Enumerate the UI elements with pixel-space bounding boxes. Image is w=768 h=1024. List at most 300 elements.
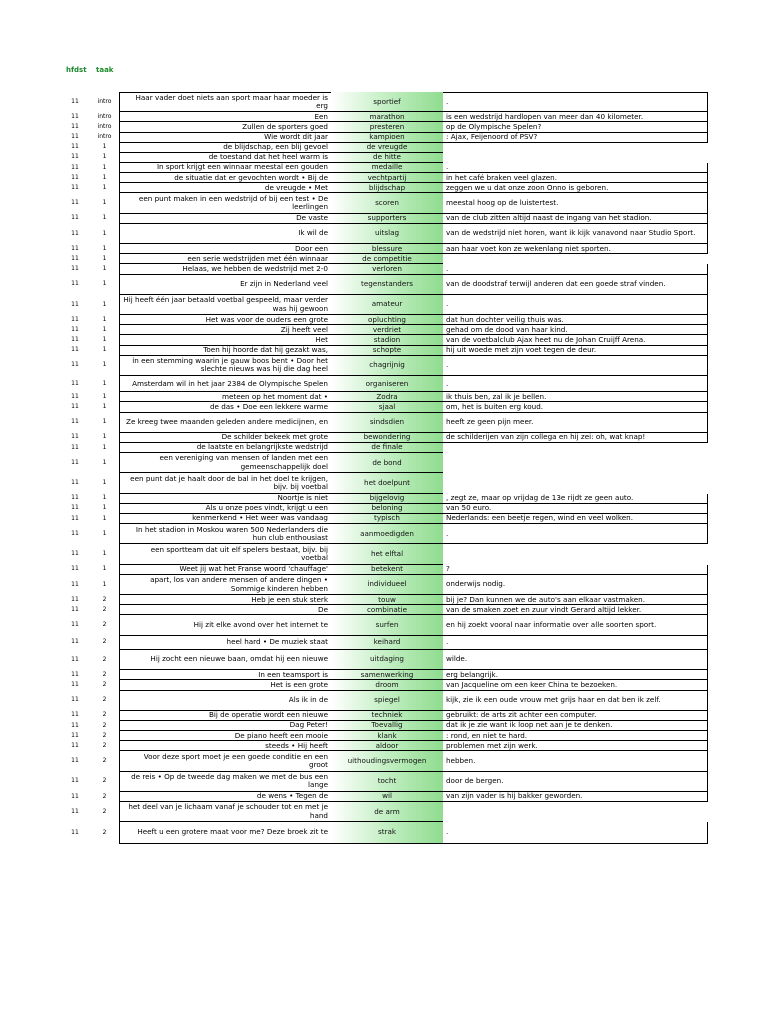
- sentence-left-cell: Een: [119, 112, 331, 122]
- task-cell: 1: [102, 458, 107, 466]
- task-cell: 1: [102, 300, 107, 308]
- sentence-left-cell: In het stadion in Moskou waren 500 Nederlanders die hun club enthousiast: [119, 524, 331, 544]
- table-row: [60, 595, 708, 605]
- sentence-left-cell: meteen op het moment dat •: [119, 392, 331, 402]
- sentence-right-cell: .: [443, 356, 708, 376]
- task-cell: 1: [102, 379, 107, 387]
- sentence-left-cell: Amsterdam wil in het jaar 2384 de Olympische Spelen: [119, 376, 331, 392]
- chapter-cell: 11: [71, 244, 79, 252]
- table-row: [60, 741, 708, 751]
- task-cell: 1: [102, 280, 107, 288]
- table-row: [60, 670, 708, 680]
- table-row: [60, 575, 708, 595]
- chapter-cell: 11: [71, 214, 79, 222]
- sentence-left-cell: Er zijn in Nederland veel: [119, 275, 331, 295]
- answer-word-cell: aldoor: [331, 741, 443, 751]
- chapter-cell: 11: [71, 605, 79, 613]
- table-row: [60, 433, 708, 443]
- table-row: [60, 163, 708, 173]
- sentence-right-cell: .: [443, 524, 708, 544]
- answer-word-cell: organiseren: [331, 376, 443, 392]
- sentence-left-cell: Ze kreeg twee maanden geleden andere medicijnen, en: [119, 413, 331, 433]
- table-row: [60, 524, 708, 544]
- chapter-cell: 11: [71, 112, 79, 120]
- sentence-right-cell: : Ajax, Feijenoord of PSV?: [443, 133, 708, 143]
- sentence-left-cell: steeds • Hij heeft: [119, 741, 331, 751]
- table-row: [60, 224, 708, 244]
- table-row: [60, 183, 708, 193]
- chapter-cell: 11: [71, 254, 79, 262]
- task-cell: 2: [102, 681, 107, 689]
- task-cell: 2: [102, 655, 107, 663]
- table-row: [60, 173, 708, 183]
- table-row: [60, 711, 708, 721]
- sentence-right-cell: [443, 254, 708, 264]
- task-cell: 1: [102, 143, 107, 151]
- task-cell: 1: [102, 580, 107, 588]
- answer-word-cell: de competitie: [331, 254, 443, 264]
- task-cell: 1: [102, 403, 107, 411]
- sentence-left-cell: Wie wordt dit jaar: [119, 133, 331, 143]
- chapter-cell: 11: [71, 638, 79, 646]
- chapter-cell: 11: [71, 346, 79, 354]
- sentence-left-cell: Weet jij wat het Franse woord 'chauffage': [119, 565, 331, 575]
- sentence-left-cell: In sport krijgt een winnaar meestal een gouden: [119, 163, 331, 173]
- header-hfdst: hfdst: [66, 66, 87, 74]
- chapter-cell: 11: [71, 655, 79, 663]
- chapter-cell: 11: [71, 721, 79, 729]
- chapter-cell: 11: [71, 392, 79, 400]
- table-row: [60, 751, 708, 771]
- task-cell: 2: [102, 731, 107, 739]
- task-cell: 1: [102, 265, 107, 273]
- table-row: [60, 615, 708, 635]
- task-cell: 1: [102, 325, 107, 333]
- task-cell: 2: [102, 777, 107, 785]
- answer-word-cell: bewondering: [331, 433, 443, 443]
- table-row: [60, 264, 708, 274]
- sentence-right-cell: [443, 802, 708, 822]
- chapter-cell: 11: [71, 143, 79, 151]
- chapter-cell: 11: [71, 265, 79, 273]
- sentence-right-cell: ?: [443, 565, 708, 575]
- task-cell: 2: [102, 638, 107, 646]
- sentence-left-cell: in een stemming waarin je gauw boos bent • Door het slechte nieuws was hij die dag heel: [119, 356, 331, 376]
- task-cell: 1: [102, 346, 107, 354]
- vocabulary-table: [60, 92, 708, 844]
- answer-word-cell: Toevallig: [331, 721, 443, 731]
- sentence-left-cell: de laatste en belangrijkste wedstrijd: [119, 443, 331, 453]
- table-row: [60, 295, 708, 315]
- answer-word-cell: Zodra: [331, 392, 443, 402]
- sentence-right-cell: [443, 153, 708, 163]
- table-row: [60, 346, 708, 356]
- table-row: [60, 244, 708, 254]
- sentence-left-cell: de situatie dat er gevochten wordt • Bij de: [119, 173, 331, 183]
- sentence-right-cell: op de Olympische Spelen?: [443, 122, 708, 132]
- sentence-right-cell: .: [443, 822, 708, 843]
- task-cell: 1: [102, 199, 107, 207]
- task-cell: 2: [102, 696, 107, 704]
- table-row: [60, 325, 708, 335]
- task-cell: 2: [102, 792, 107, 800]
- sentence-left-cell: Als ik in de: [119, 691, 331, 711]
- answer-word-cell: blijdschap: [331, 183, 443, 193]
- table-row: [60, 92, 708, 112]
- sentence-right-cell: dat ik je zie want ik loop net aan je te denken.: [443, 721, 708, 731]
- sentence-right-cell: erg belangrijk.: [443, 670, 708, 680]
- sentence-right-cell: van de club zitten altijd naast de ingang van het stadion.: [443, 214, 708, 224]
- answer-word-cell: de hitte: [331, 153, 443, 163]
- sentence-left-cell: Hij zit elke avond over het internet te: [119, 615, 331, 635]
- answer-word-cell: sjaal: [331, 402, 443, 412]
- sentence-right-cell: heeft ze geen pijn meer.: [443, 413, 708, 433]
- table-row: [60, 133, 708, 143]
- table-row: [60, 822, 708, 843]
- answer-word-cell: combinatie: [331, 605, 443, 615]
- chapter-cell: 11: [71, 229, 79, 237]
- sentence-right-cell: zeggen we u dat onze zoon Onno is geboren.: [443, 183, 708, 193]
- sentence-left-cell: een punt maken in een wedstrijd of bij een test • De leerlingen: [119, 193, 331, 213]
- task-cell: intro: [97, 133, 112, 141]
- sentence-right-cell: aan haar voet kon ze wekenlang niet sporten.: [443, 244, 708, 254]
- chapter-cell: 11: [71, 621, 79, 629]
- answer-word-cell: opluchting: [331, 315, 443, 325]
- table-row: [60, 605, 708, 615]
- answer-word-cell: uitslag: [331, 224, 443, 244]
- sentence-left-cell: de vreugde • Met: [119, 183, 331, 193]
- answer-word-cell: klank: [331, 731, 443, 741]
- sentence-right-cell: gebruikt: de arts zit achter een computer.: [443, 711, 708, 721]
- sentence-left-cell: een punt dat je haalt door de bal in het doel te krijgen, bijv. bij voetbal: [119, 473, 331, 493]
- answer-word-cell: strak: [331, 822, 443, 843]
- sentence-right-cell: dat hun dochter veilig thuis was.: [443, 315, 708, 325]
- sentence-right-cell: van de wedstrijd niet horen, want ik kijk vanavond naar Studio Sport.: [443, 224, 708, 244]
- chapter-cell: 11: [71, 403, 79, 411]
- table-row: [60, 443, 708, 453]
- sentence-right-cell: van de doodstraf terwijl anderen dat een goede straf vinden.: [443, 275, 708, 295]
- chapter-cell: 11: [71, 696, 79, 704]
- task-cell: 1: [102, 173, 107, 181]
- sentence-right-cell: .: [443, 376, 708, 392]
- task-cell: 2: [102, 741, 107, 749]
- sentence-right-cell: en hij zoekt vooral naar informatie over alle soorten sport.: [443, 615, 708, 635]
- answer-word-cell: blessure: [331, 244, 443, 254]
- sentence-left-cell: de blijdschap, een blij gevoel: [119, 143, 331, 153]
- sentence-left-cell: Het was voor de ouders een grote: [119, 315, 331, 325]
- answer-word-cell: bijgelovig: [331, 494, 443, 504]
- answer-word-cell: betekent: [331, 565, 443, 575]
- table-row: [60, 494, 708, 504]
- sentence-right-cell: [443, 544, 708, 564]
- answer-word-cell: vechtpartij: [331, 173, 443, 183]
- table-row: [60, 680, 708, 690]
- chapter-cell: 11: [71, 828, 79, 836]
- table-row: [60, 731, 708, 741]
- sentence-right-cell: .: [443, 264, 708, 274]
- sentence-right-cell: van zijn vader is hij bakker geworden.: [443, 792, 708, 802]
- table-row: [60, 565, 708, 575]
- task-cell: intro: [97, 97, 112, 105]
- answer-word-cell: de bond: [331, 453, 443, 473]
- table-row: [60, 335, 708, 345]
- table-row: [60, 453, 708, 473]
- chapter-cell: 11: [71, 361, 79, 369]
- chapter-cell: 11: [71, 183, 79, 191]
- table-row: [60, 275, 708, 295]
- sentence-left-cell: De piano heeft een mooie: [119, 731, 331, 741]
- sentence-left-cell: Door een: [119, 244, 331, 254]
- task-cell: 1: [102, 392, 107, 400]
- task-cell: 1: [102, 361, 107, 369]
- task-cell: 2: [102, 807, 107, 815]
- chapter-cell: 11: [71, 504, 79, 512]
- task-cell: 2: [102, 595, 107, 603]
- chapter-cell: 11: [71, 670, 79, 678]
- chapter-cell: 11: [71, 458, 79, 466]
- table-row: [60, 413, 708, 433]
- sentence-right-cell: bij je? Dan kunnen we de auto's aan elkaar vastmaken.: [443, 595, 708, 605]
- answer-word-cell: sportief: [331, 92, 443, 112]
- table-row: [60, 802, 708, 822]
- sentence-left-cell: Zullen de sporters goed: [119, 122, 331, 132]
- sentence-right-cell: [443, 453, 708, 473]
- sentence-left-cell: Helaas, we hebben de wedstrijd met 2-0: [119, 264, 331, 274]
- chapter-cell: 11: [71, 336, 79, 344]
- chapter-cell: 11: [71, 807, 79, 815]
- task-cell: 1: [102, 550, 107, 558]
- chapter-cell: 11: [71, 123, 79, 131]
- sentence-right-cell: van de voetbalclub Ajax heet nu de Johan Cruijff Arena.: [443, 335, 708, 345]
- answer-word-cell: supporters: [331, 214, 443, 224]
- sentence-left-cell: Voor deze sport moet je een goede conditie en een groot: [119, 751, 331, 771]
- table-row: [60, 315, 708, 325]
- chapter-cell: 11: [71, 379, 79, 387]
- sentence-left-cell: De schilder bekeek met grote: [119, 433, 331, 443]
- task-cell: 2: [102, 605, 107, 613]
- table-row: [60, 650, 708, 670]
- answer-word-cell: uitdaging: [331, 650, 443, 670]
- table-row: [60, 356, 708, 376]
- chapter-cell: 11: [71, 199, 79, 207]
- answer-word-cell: sindsdien: [331, 413, 443, 433]
- task-cell: 1: [102, 244, 107, 252]
- chapter-cell: 11: [71, 711, 79, 719]
- sentence-left-cell: Toen hij hoorde dat hij gezakt was,: [119, 346, 331, 356]
- chapter-cell: 11: [71, 529, 79, 537]
- table-row: [60, 112, 708, 122]
- table-row: [60, 193, 708, 213]
- chapter-cell: 11: [71, 300, 79, 308]
- answer-word-cell: het elftal: [331, 544, 443, 564]
- answer-word-cell: de arm: [331, 802, 443, 822]
- answer-word-cell: stadion: [331, 335, 443, 345]
- sentence-left-cell: de reis • Op de tweede dag maken we met de bus een lange: [119, 772, 331, 792]
- answer-word-cell: tocht: [331, 772, 443, 792]
- answer-word-cell: touw: [331, 595, 443, 605]
- table-row: [60, 122, 708, 132]
- sentence-right-cell: .: [443, 163, 708, 173]
- answer-word-cell: schopte: [331, 346, 443, 356]
- chapter-cell: 11: [71, 580, 79, 588]
- answer-word-cell: het doelpunt: [331, 473, 443, 493]
- table-row: [60, 792, 708, 802]
- chapter-cell: 11: [71, 163, 79, 171]
- sentence-left-cell: Noortje is niet: [119, 494, 331, 504]
- task-cell: 2: [102, 711, 107, 719]
- chapter-cell: 11: [71, 595, 79, 603]
- sentence-right-cell: , zegt ze, maar op vrijdag de 13e rijdt ze geen auto.: [443, 494, 708, 504]
- chapter-cell: 11: [71, 550, 79, 558]
- sentence-left-cell: Ik wil de: [119, 224, 331, 244]
- answer-word-cell: uithoudingsvermogen: [331, 751, 443, 771]
- task-cell: 1: [102, 254, 107, 262]
- task-cell: 1: [102, 336, 107, 344]
- sentence-right-cell: van 50 euro.: [443, 504, 708, 514]
- sentence-left-cell: een vereniging van mensen of landen met een gemeenschappelijk doel: [119, 453, 331, 473]
- answer-word-cell: tegenstanders: [331, 275, 443, 295]
- sentence-right-cell: [443, 143, 708, 153]
- answer-word-cell: aanmoedigden: [331, 524, 443, 544]
- answer-word-cell: amateur: [331, 295, 443, 315]
- chapter-cell: 11: [71, 777, 79, 785]
- sentence-right-cell: Nederlands: een beetje regen, wind en veel wolken.: [443, 514, 708, 524]
- sentence-right-cell: : rond, en niet te hard.: [443, 731, 708, 741]
- sentence-right-cell: in het café braken veel glazen.: [443, 173, 708, 183]
- sentence-left-cell: Dag Peter!: [119, 721, 331, 731]
- sentence-left-cell: Heeft u een grotere maat voor me? Deze broek zit te: [119, 822, 331, 843]
- sentence-right-cell: [443, 473, 708, 493]
- answer-word-cell: keihard: [331, 636, 443, 650]
- sentence-left-cell: een serie wedstrijden met één winnaar: [119, 254, 331, 264]
- sentence-right-cell: hij uit woede met zijn voet tegen de deur.: [443, 346, 708, 356]
- table-row: [60, 392, 708, 402]
- table-row: [60, 636, 708, 650]
- chapter-cell: 11: [71, 418, 79, 426]
- sentence-left-cell: apart, los van andere mensen of andere dingen • Sommige kinderen hebben: [119, 575, 331, 595]
- sentence-left-cell: Als u onze poes vindt, krijgt u een: [119, 504, 331, 514]
- answer-word-cell: medaille: [331, 163, 443, 173]
- sentence-left-cell: Hij zocht een nieuwe baan, omdat hij een nieuwe: [119, 650, 331, 670]
- sentence-left-cell: de toestand dat het heel warm is: [119, 153, 331, 163]
- task-cell: 1: [102, 529, 107, 537]
- sentence-right-cell: van Jacqueline om een keer China te bezoeken.: [443, 680, 708, 690]
- chapter-cell: 11: [71, 514, 79, 522]
- answer-word-cell: de vreugde: [331, 143, 443, 153]
- table-row: [60, 214, 708, 224]
- table-row: [60, 473, 708, 493]
- sentence-left-cell: Zij heeft veel: [119, 325, 331, 335]
- sentence-right-cell: meestal hoog op de luistertest.: [443, 193, 708, 213]
- chapter-cell: 11: [71, 315, 79, 323]
- task-cell: 1: [102, 443, 107, 451]
- sentence-right-cell: van de smaken zoet en zuur vindt Gerard altijd lekker.: [443, 605, 708, 615]
- task-cell: 1: [102, 418, 107, 426]
- task-cell: 1: [102, 433, 107, 441]
- chapter-cell: 11: [71, 792, 79, 800]
- table-row: [60, 544, 708, 564]
- chapter-cell: 11: [71, 731, 79, 739]
- chapter-cell: 11: [71, 757, 79, 765]
- table-row: [60, 376, 708, 392]
- answer-word-cell: marathon: [331, 112, 443, 122]
- answer-word-cell: beloning: [331, 504, 443, 514]
- task-cell: 1: [102, 479, 107, 487]
- answer-word-cell: typisch: [331, 514, 443, 524]
- sentence-left-cell: Bij de operatie wordt een nieuwe: [119, 711, 331, 721]
- table-row: [60, 514, 708, 524]
- table-row: [60, 691, 708, 711]
- sentence-left-cell: heel hard • De muziek staat: [119, 636, 331, 650]
- sentence-right-cell: [443, 443, 708, 453]
- task-cell: intro: [97, 112, 112, 120]
- table-row: [60, 772, 708, 792]
- task-cell: 1: [102, 504, 107, 512]
- table-row: [60, 153, 708, 163]
- chapter-cell: 11: [71, 479, 79, 487]
- task-cell: 1: [102, 163, 107, 171]
- answer-word-cell: spiegel: [331, 691, 443, 711]
- sentence-left-cell: kenmerkend • Het weer was vandaag: [119, 514, 331, 524]
- sentence-right-cell: .: [443, 92, 708, 112]
- sentence-left-cell: een sportteam dat uit elf spelers bestaat, bijv. bij voetbal: [119, 544, 331, 564]
- task-cell: 2: [102, 757, 107, 765]
- sentence-left-cell: het deel van je lichaam vanaf je schouder tot en met je hand: [119, 802, 331, 822]
- table-row: [60, 402, 708, 412]
- sentence-right-cell: problemen met zijn werk.: [443, 741, 708, 751]
- table-row: [60, 721, 708, 731]
- task-cell: 1: [102, 153, 107, 161]
- task-cell: 1: [102, 494, 107, 502]
- chapter-cell: 11: [71, 325, 79, 333]
- task-cell: 1: [102, 565, 107, 573]
- sentence-right-cell: door de bergen.: [443, 772, 708, 792]
- chapter-cell: 11: [71, 433, 79, 441]
- answer-word-cell: de finale: [331, 443, 443, 453]
- sentence-left-cell: De: [119, 605, 331, 615]
- header-taak: taak: [96, 66, 114, 74]
- answer-word-cell: verloren: [331, 264, 443, 274]
- answer-word-cell: verdriet: [331, 325, 443, 335]
- task-cell: 2: [102, 828, 107, 836]
- answer-word-cell: techniek: [331, 711, 443, 721]
- sentence-left-cell: Hij heeft één jaar betaald voetbal gespeeld, maar verder was hij gewoon: [119, 295, 331, 315]
- chapter-cell: 11: [71, 741, 79, 749]
- answer-word-cell: chagrijnig: [331, 356, 443, 376]
- answer-word-cell: scoren: [331, 193, 443, 213]
- task-cell: 1: [102, 214, 107, 222]
- answer-word-cell: wil: [331, 792, 443, 802]
- sentence-right-cell: de schilderijen van zijn collega en hij zei: oh, wat knap!: [443, 433, 708, 443]
- chapter-cell: 11: [71, 681, 79, 689]
- sentence-left-cell: de wens • Tegen de: [119, 792, 331, 802]
- sentence-left-cell: Haar vader doet niets aan sport maar haar moeder is erg: [119, 92, 331, 112]
- chapter-cell: 11: [71, 173, 79, 181]
- task-cell: 2: [102, 670, 107, 678]
- sentence-right-cell: gehad om de dood van haar kind.: [443, 325, 708, 335]
- sentence-left-cell: Het is een grote: [119, 680, 331, 690]
- sentence-right-cell: is een wedstrijd hardlopen van meer dan 40 kilometer.: [443, 112, 708, 122]
- chapter-cell: 11: [71, 280, 79, 288]
- answer-word-cell: surfen: [331, 615, 443, 635]
- chapter-cell: 11: [71, 494, 79, 502]
- sentence-left-cell: De vaste: [119, 214, 331, 224]
- sentence-right-cell: kijk, zie ik een oude vrouw met grijs haar en dat ben ik zelf.: [443, 691, 708, 711]
- sentence-right-cell: onderwijs nodig.: [443, 575, 708, 595]
- sentence-left-cell: Het: [119, 335, 331, 345]
- answer-word-cell: samenwerking: [331, 670, 443, 680]
- sentence-left-cell: de das • Doe een lekkere warme: [119, 402, 331, 412]
